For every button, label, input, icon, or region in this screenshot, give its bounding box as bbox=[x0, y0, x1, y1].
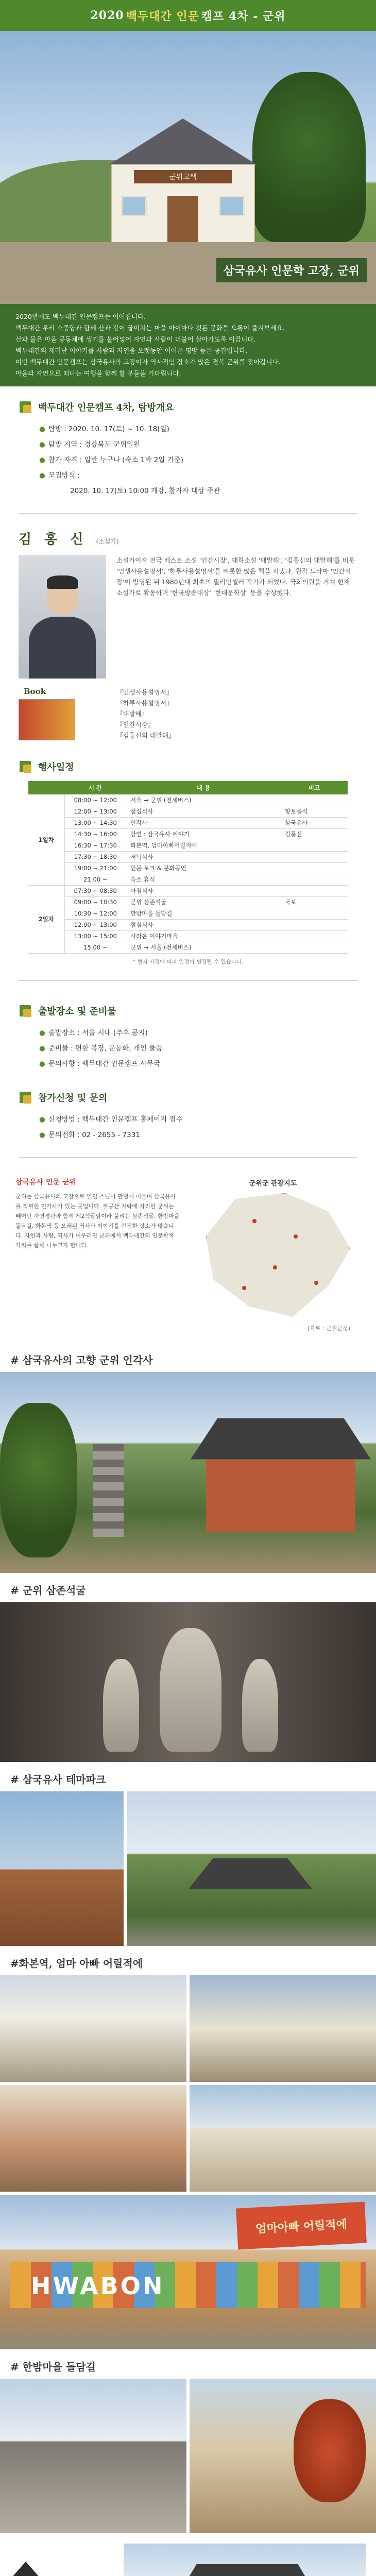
schedule-content: 저녁식사 bbox=[126, 851, 281, 862]
book-item: 『대발해』 bbox=[116, 710, 148, 718]
schedule-day: 2일차 bbox=[28, 885, 64, 953]
map-heading: 삼국유사 인문 군위 bbox=[15, 1178, 76, 1187]
departure-list bbox=[19, 1025, 357, 1072]
logo-roof-icon bbox=[10, 2562, 41, 2576]
map-pin-icon bbox=[252, 1219, 257, 1223]
footer bbox=[0, 2533, 376, 2576]
bullet-icon: ● bbox=[39, 1059, 45, 1068]
village-photo bbox=[0, 2085, 186, 2192]
schedule-section bbox=[0, 746, 376, 971]
speaker-row bbox=[19, 555, 357, 679]
intro-line: 산과 물은 마을 공동체에 생기를 불어넣어 자연과 사람이 더불어 살아가도록 이끕니다. bbox=[15, 335, 256, 343]
schedule-header-note: 비고 bbox=[281, 781, 348, 794]
grotto-photo bbox=[0, 1602, 376, 1762]
schedule-header-time: 시 간 bbox=[64, 781, 126, 794]
schedule-note-cell bbox=[281, 794, 348, 806]
overview-item-text: 탐방 : 2020. 10. 17(토) ~ 10. 18(일) bbox=[48, 425, 169, 433]
schedule-content: 화본역, 엄마아빠어릴적에 bbox=[126, 840, 281, 851]
schedule-title-text: 행사일정 bbox=[38, 762, 74, 773]
footer-photo bbox=[124, 2544, 366, 2576]
map-pin-icon bbox=[294, 1234, 298, 1239]
overview-item-text: 탐방 지역 : 경상북도 군위일원 bbox=[48, 440, 140, 449]
schedule-row bbox=[28, 794, 348, 806]
departure-item-text: 준비물 : 편한 복장, 운동화, 개인 물품 bbox=[48, 1044, 163, 1053]
schedule-header-content: 내 용 bbox=[126, 781, 281, 794]
map-text bbox=[15, 1178, 180, 1332]
hall-roof bbox=[191, 1418, 371, 1460]
schedule-content: 강연 : 삼국유사 이야기 bbox=[126, 828, 281, 840]
overview-item-text: 모집방식 : bbox=[48, 471, 80, 480]
schedule-row bbox=[28, 862, 348, 874]
departure-section bbox=[0, 990, 376, 1077]
schedule-content: 사라온 이야기마을 bbox=[126, 930, 281, 942]
hero-image bbox=[0, 31, 376, 304]
sarahon-logo bbox=[10, 2562, 113, 2576]
departure-item-text: 문의사항 : 백두대간 인문캠프 사무국 bbox=[48, 1059, 161, 1068]
apply-title-text: 참가신청 및 문의 bbox=[38, 1092, 108, 1104]
overview-item bbox=[39, 437, 357, 452]
bodhisattva-figure bbox=[103, 1659, 139, 1752]
hero-roof bbox=[90, 118, 276, 165]
divider bbox=[19, 980, 357, 981]
village-photo bbox=[190, 1975, 376, 2082]
schedule-body bbox=[28, 794, 348, 953]
bullet-icon: ● bbox=[39, 1028, 45, 1037]
schedule-row bbox=[28, 874, 348, 885]
schedule-row bbox=[28, 840, 348, 851]
photo-heading: # 삼국유사 테마파크 bbox=[10, 1773, 106, 1786]
map-description: 군위는 삼국유사의 고장으로 일연 스님이 만년에 머물며 삼국유사를 집필한 인각사가 있는 곳입니다. 팔공산 자락에 자리한 군위는 빼어난 자연경관과 함께 제2석굴암이라 불리는 삼존석굴, 한밤마을 돌담길, 화본역 등 오래된 역사와 이야기를 간직한 장소가 많습니다. 자연과 사람, 역사가 어우러진 군위에서 백두대간의 인문학적 가치를 함께 나누고자 합니다. bbox=[15, 1193, 180, 1249]
title-highlight: 백두대간 인문 bbox=[126, 9, 199, 23]
bodhisattva-figure bbox=[242, 1659, 278, 1752]
photo-heading: # 군위 삼존석굴 bbox=[10, 1584, 86, 1597]
books-label: Book bbox=[24, 687, 46, 696]
village-photo-grid bbox=[0, 1975, 376, 2192]
departure-title bbox=[19, 1004, 357, 1018]
speaker-name bbox=[19, 529, 357, 548]
village-photo bbox=[0, 1975, 186, 2082]
departure-title-text: 출발장소 및 준비물 bbox=[38, 1006, 116, 1017]
schedule-note-cell bbox=[281, 942, 348, 953]
schedule-row bbox=[28, 885, 348, 896]
bullet-icon: ● bbox=[39, 440, 45, 449]
departure-item bbox=[39, 1041, 357, 1056]
schedule-time: 14:30 ~ 16:00 bbox=[64, 828, 126, 840]
schedule-row bbox=[28, 817, 348, 828]
map-pin-icon bbox=[273, 1265, 277, 1269]
bullet-icon: ● bbox=[39, 425, 45, 433]
schedule-time: 13:00 ~ 15:00 bbox=[64, 930, 126, 942]
schedule-content: 숙소 휴식 bbox=[126, 874, 281, 885]
intro-line: 마을과 자연으로 떠나는 여행을 함께 할 분들을 기다립니다. bbox=[15, 369, 181, 377]
intro-line: 백두대간의 재미난 이야기를 사람과 자연을 오랫동안 이어온 명망 높은 공간입니다. bbox=[15, 347, 248, 354]
schedule-time: 21:00 ~ bbox=[64, 874, 126, 885]
footer-gate-roof bbox=[175, 2564, 319, 2576]
schedule-content: 서울 → 군위 (전세버스) bbox=[126, 794, 281, 806]
street-photo bbox=[0, 2195, 376, 2349]
schedule-header-day bbox=[28, 781, 64, 794]
title-bar bbox=[0, 0, 376, 31]
map-region-shape bbox=[206, 1193, 350, 1317]
schedule-note-cell bbox=[281, 840, 348, 851]
hero-building bbox=[90, 118, 276, 247]
departure-item-text: 출발장소 : 서울 시내 (추후 공지) bbox=[48, 1028, 148, 1037]
schedule-note-cell bbox=[281, 874, 348, 885]
map-source: (자료 : 군위군청) bbox=[307, 1325, 350, 1332]
section-marker-icon bbox=[19, 1004, 33, 1018]
portrait-suit bbox=[29, 617, 96, 679]
books-row bbox=[19, 687, 357, 741]
schedule-time: 09:00 ~ 10:30 bbox=[64, 896, 126, 908]
hero-sign: 군위고택 bbox=[134, 170, 232, 183]
hero-window bbox=[219, 196, 245, 216]
photo-heading: #화본역, 엄마 아빠 어릴적에 bbox=[10, 1957, 143, 1970]
overview-item bbox=[39, 468, 357, 483]
temple-pagoda bbox=[93, 1444, 124, 1537]
schedule-time: 19:00 ~ 21:00 bbox=[64, 862, 126, 874]
schedule-row bbox=[28, 908, 348, 919]
schedule-note: * 현지 사정에 따라 일정이 변경될 수 있습니다. bbox=[132, 958, 244, 965]
schedule-content: 한밤마을 돌담길 bbox=[126, 908, 281, 919]
schedule-title bbox=[19, 759, 357, 774]
overview-item bbox=[39, 452, 357, 468]
schedule-row bbox=[28, 930, 348, 942]
overview-item bbox=[39, 421, 357, 437]
stonewall-photo bbox=[0, 2379, 186, 2533]
portrait-hair bbox=[47, 575, 78, 589]
schedule-row bbox=[28, 942, 348, 953]
temple-photo bbox=[0, 1372, 376, 1573]
schedule-content: 군위 삼존석굴 bbox=[126, 896, 281, 908]
map-pin-icon bbox=[242, 1286, 246, 1290]
autumn-tree bbox=[294, 2399, 366, 2502]
schedule-time: 12:00 ~ 13:00 bbox=[64, 806, 126, 817]
bullet-icon: ● bbox=[39, 1130, 45, 1139]
buddha-figure bbox=[160, 1628, 221, 1752]
book-cover-image bbox=[19, 699, 75, 740]
book-list bbox=[116, 687, 175, 741]
bullet-icon: ● bbox=[39, 1115, 45, 1124]
schedule-note-cell: 향토음식 bbox=[281, 806, 348, 817]
bullet-icon: ● bbox=[39, 456, 45, 464]
schedule-time: 16:30 ~ 17:30 bbox=[64, 840, 126, 851]
apply-item bbox=[39, 1112, 357, 1127]
schedule-header-row bbox=[28, 781, 348, 794]
hero-window bbox=[121, 196, 147, 216]
schedule-note-cell: 국보 bbox=[281, 896, 348, 908]
schedule-table bbox=[28, 781, 348, 954]
stonewall-tree-photo bbox=[190, 2379, 376, 2533]
hall-body bbox=[206, 1460, 355, 1532]
schedule-content: 군위 → 서울 (전세버스) bbox=[126, 942, 281, 953]
stonewall-photos bbox=[0, 2379, 376, 2533]
map-pin-icon bbox=[314, 1281, 318, 1285]
bullet-icon: ● bbox=[39, 471, 45, 480]
book-item: 『인간시장』 bbox=[116, 721, 155, 728]
speaker-section bbox=[0, 523, 376, 746]
intro-line: 2020년에도 백두대간 인문캠프는 이어집니다. bbox=[15, 313, 146, 320]
village-photo bbox=[190, 2085, 376, 2192]
apply-section bbox=[0, 1077, 376, 1148]
schedule-note-cell bbox=[281, 862, 348, 874]
schedule-time: 07:30 ~ 08:30 bbox=[64, 885, 126, 896]
themepark-roofs bbox=[189, 1858, 312, 1889]
photo-heading: # 한밤마을 돌담길 bbox=[10, 2360, 96, 2373]
schedule-time: 13:00 ~ 14:30 bbox=[64, 817, 126, 828]
themepark-photos bbox=[0, 1791, 376, 1946]
section-marker-icon bbox=[19, 759, 33, 774]
schedule-content: 인각사 bbox=[126, 817, 281, 828]
overview-recruit-text: 2020. 10. 17(토) 10:00 개강, 참가자 대상 주관 bbox=[70, 487, 220, 495]
book-item: 『인생사용설명서』 bbox=[116, 688, 173, 696]
departure-item bbox=[39, 1025, 357, 1041]
photo-heading: # 삼국유사의 고향 군위 인각사 bbox=[10, 1353, 153, 1366]
departure-item bbox=[39, 1056, 357, 1072]
books-label-wrap bbox=[19, 687, 106, 740]
overview-title bbox=[19, 400, 357, 414]
title-year: 2020 bbox=[90, 9, 124, 22]
street-letters: HWABON bbox=[31, 2272, 165, 2300]
apply-title bbox=[19, 1090, 357, 1105]
apply-item-text: 문의전화 : 02 - 2655 - 7331 bbox=[48, 1130, 140, 1139]
speaker-role: (소설가) bbox=[96, 538, 119, 545]
divider bbox=[19, 513, 357, 514]
schedule-row bbox=[28, 806, 348, 817]
schedule-content: 점심식사 bbox=[126, 806, 281, 817]
schedule-time: 17:30 ~ 18:30 bbox=[64, 851, 126, 862]
map-box bbox=[185, 1178, 361, 1332]
lion-statue-photo bbox=[0, 1791, 124, 1946]
schedule-row bbox=[28, 919, 348, 930]
schedule-note-cell bbox=[281, 885, 348, 896]
schedule-note-cell bbox=[281, 908, 348, 919]
schedule-content: 점심식사 bbox=[126, 919, 281, 930]
speaker-portrait bbox=[19, 555, 106, 679]
intro-line: 백두대간 우리 소중함과 함께 산과 강이 굽이치는 마을 아이마다 깃든 문화를 오롯이 즐겨보세요. bbox=[15, 324, 285, 332]
schedule-row bbox=[28, 896, 348, 908]
intro-line: 이번 백두대간 인문캠프는 삼국유사의 고장이자 역사적인 장소가 많은 경북 군위를 찾아갑니다. bbox=[15, 358, 281, 366]
divider bbox=[19, 1157, 357, 1158]
overview-section bbox=[0, 386, 376, 504]
temple-hall bbox=[191, 1418, 371, 1532]
bullet-icon: ● bbox=[39, 1044, 45, 1053]
schedule-time: 10:30 ~ 12:00 bbox=[64, 908, 126, 919]
book-item: 『김홍신의 대발해』 bbox=[116, 732, 175, 739]
schedule-time: 15:00 ~ bbox=[64, 942, 126, 953]
apply-item bbox=[39, 1127, 357, 1143]
hero-door bbox=[167, 196, 198, 246]
schedule-content: 인문 토크 & 문화공연 bbox=[126, 862, 281, 874]
schedule-row bbox=[28, 851, 348, 862]
map-title: 군위군 관광지도 bbox=[249, 1179, 297, 1188]
title-rest: 캠프 4차 - 군위 bbox=[201, 9, 286, 23]
overview-item-text: 참가 자격 : 일반 누구나 (숙소 1박 2일 기준) bbox=[48, 456, 183, 464]
map-section bbox=[0, 1167, 376, 1343]
overview-list bbox=[19, 421, 357, 499]
speaker-name-text: 김 홍 신 bbox=[19, 532, 88, 547]
speaker-bio: 소설가이자 전국 베스트 소설 '인간시장', 대하소설 '대발해', '김홍신의 대발해'를 비롯 '인생사용설명서', '하루사용설명서'를 비롯한 많은 책을 펴냈다. 원작 드라마 '인간시장'이 방영된 뒤 1980년대 최초의 밀리언셀러 작가가 되었다. 국회의원을 거쳐 현재 소설가로 활동하며 '한국방송대상' '현대문학상' 등을 수상했다. bbox=[116, 556, 355, 597]
schedule-time: 12:00 ~ 13:00 bbox=[64, 919, 126, 930]
overview-title-text: 백두대간 인문캠프 4차, 탐방개요 bbox=[38, 402, 174, 413]
schedule-day: 1일차 bbox=[28, 794, 64, 885]
section-marker-icon bbox=[19, 400, 33, 414]
intro-block bbox=[0, 304, 376, 386]
themepark-photo bbox=[127, 1791, 376, 1946]
schedule-note-cell: 김홍신 bbox=[281, 828, 348, 840]
book-item: 『하루사용설명서』 bbox=[116, 699, 173, 707]
schedule-content: 아침식사 bbox=[126, 885, 281, 896]
schedule-note-cell bbox=[281, 930, 348, 942]
schedule-note-cell bbox=[281, 851, 348, 862]
apply-item-text: 신청방법 : 백두대간 인문캠프 홈페이지 접수 bbox=[48, 1115, 183, 1124]
schedule-time: 08:00 ~ 12:00 bbox=[64, 794, 126, 806]
apply-list bbox=[19, 1112, 357, 1143]
overview-recruit bbox=[39, 483, 357, 499]
schedule-row bbox=[28, 828, 348, 840]
schedule-note-cell: 삼국유사 bbox=[281, 817, 348, 828]
temple-tree bbox=[0, 1403, 77, 1557]
schedule-note-cell bbox=[281, 919, 348, 930]
street-banner: 엄마아빠 어릴적에 bbox=[236, 2201, 367, 2249]
section-marker-icon bbox=[19, 1090, 33, 1105]
hero-caption: 삼국유사 인문학 고장, 군위 bbox=[216, 258, 367, 282]
